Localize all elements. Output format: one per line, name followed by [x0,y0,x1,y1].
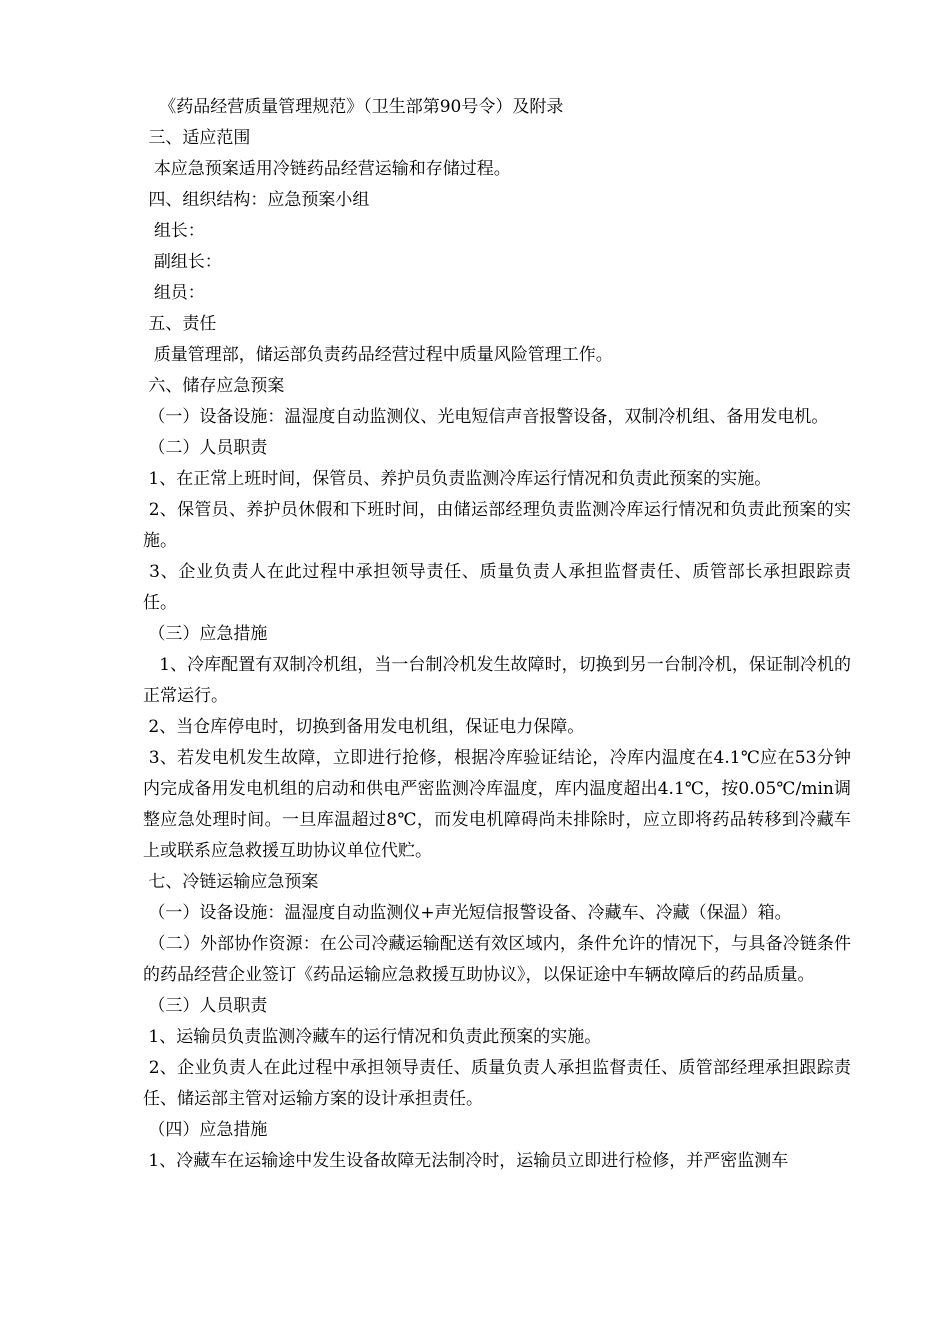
subheading-storage-personnel: （二）人员职责 [143,438,268,458]
paragraph-storage-duty-3: 3、企业负责人在此过程中承担领导责任、质量负责人承担监督责任、质管部长承担跟踪责任。 [143,562,851,613]
text-line-deputy-leader: 副组长： [143,252,222,272]
heading-scope: 三、适应范围 [143,128,251,148]
paragraph-transport-measure-1: 1、冷藏车在运输途中发生设备故障无法制冷时，运输员立即进行检修，并严密监测车 [143,1151,789,1171]
text-line-members: 组员： [143,283,205,303]
text-line-responsibility: 质量管理部，储运部负责药品经营过程中质量风险管理工作。 [143,345,613,365]
paragraph-transport-duty-1: 1、运输员负责监测冷藏车的运行情况和负责此预案的实施。 [143,1027,602,1047]
paragraph-storage-equipment: （一）设备设施：温湿度自动监测仪、光电短信声音报警设备，双制冷机组、备用发电机。 [143,407,829,427]
text-line-reference: 《药品经营质量管理规范》（卫生部第90号令）及附录 [143,97,564,117]
paragraph-storage-measure-3: 3、若发电机发生故障，立即进行抢修，根据冷库验证结论，冷库内温度在4.1℃应在53分钟内完成备用发电机组的启动和供电严密监测冷库温度，库内温度超出4.1℃，按0.05℃/min调整应急处理时间。一旦库温超过8℃，而发电机障碍尚未排除时，应立即将药品转移到冷藏车上或联系应急救援互助协议单位代贮。 [143,748,852,861]
paragraph-storage-duty-1: 1、在正常上班时间，保管员、养护员负责监测冷库运行情况和负责此预案的实施。 [143,469,772,489]
document-body [143,92,851,1177]
subheading-transport-personnel: （三）人员职责 [143,996,268,1016]
heading-responsibility: 五、责任 [143,314,217,334]
paragraph-storage-duty-2: 2、保管员、养护员休假和下班时间，由储运部经理负责监测冷库运行情况和负责此预案的实施。 [143,500,851,551]
paragraph-storage-measure-1: 1、冷库配置有双制冷机组，当一台制冷机发生故障时，切换到另一台制冷机，保证制冷机的正常运行。 [143,655,851,706]
heading-transport-plan: 七、冷链运输应急预案 [143,872,319,892]
text-line-leader: 组长： [143,221,205,241]
heading-storage-plan: 六、储存应急预案 [143,376,285,396]
heading-organization: 四、组织结构：应急预案小组 [143,190,370,210]
text-line-scope: 本应急预案适用冷链药品经营运输和存储过程。 [143,159,511,179]
paragraph-transport-duty-2: 2、企业负责人在此过程中承担领导责任、质量负责人承担监督责任、质管部经理承担跟踪责任、储运部主管对运输方案的设计承担责任。 [143,1058,851,1109]
subheading-transport-measures: （四）应急措施 [143,1120,268,1140]
paragraph-transport-equipment: （一）设备设施：温湿度自动监测仪+声光短信报警设备、冷藏车、冷藏（保温）箱。 [143,903,792,923]
paragraph-transport-external-resources: （二）外部协作资源：在公司冷藏运输配送有效区域内，条件允许的情况下，与具备冷链条件的药品经营企业签订《药品运输应急救援互助协议》，以保证途中车辆故障后的药品质量。 [143,934,852,985]
subheading-storage-measures: （三）应急措施 [143,624,268,644]
paragraph-storage-measure-2: 2、当仓库停电时，切换到备用发电机组，保证电力保障。 [143,717,585,737]
